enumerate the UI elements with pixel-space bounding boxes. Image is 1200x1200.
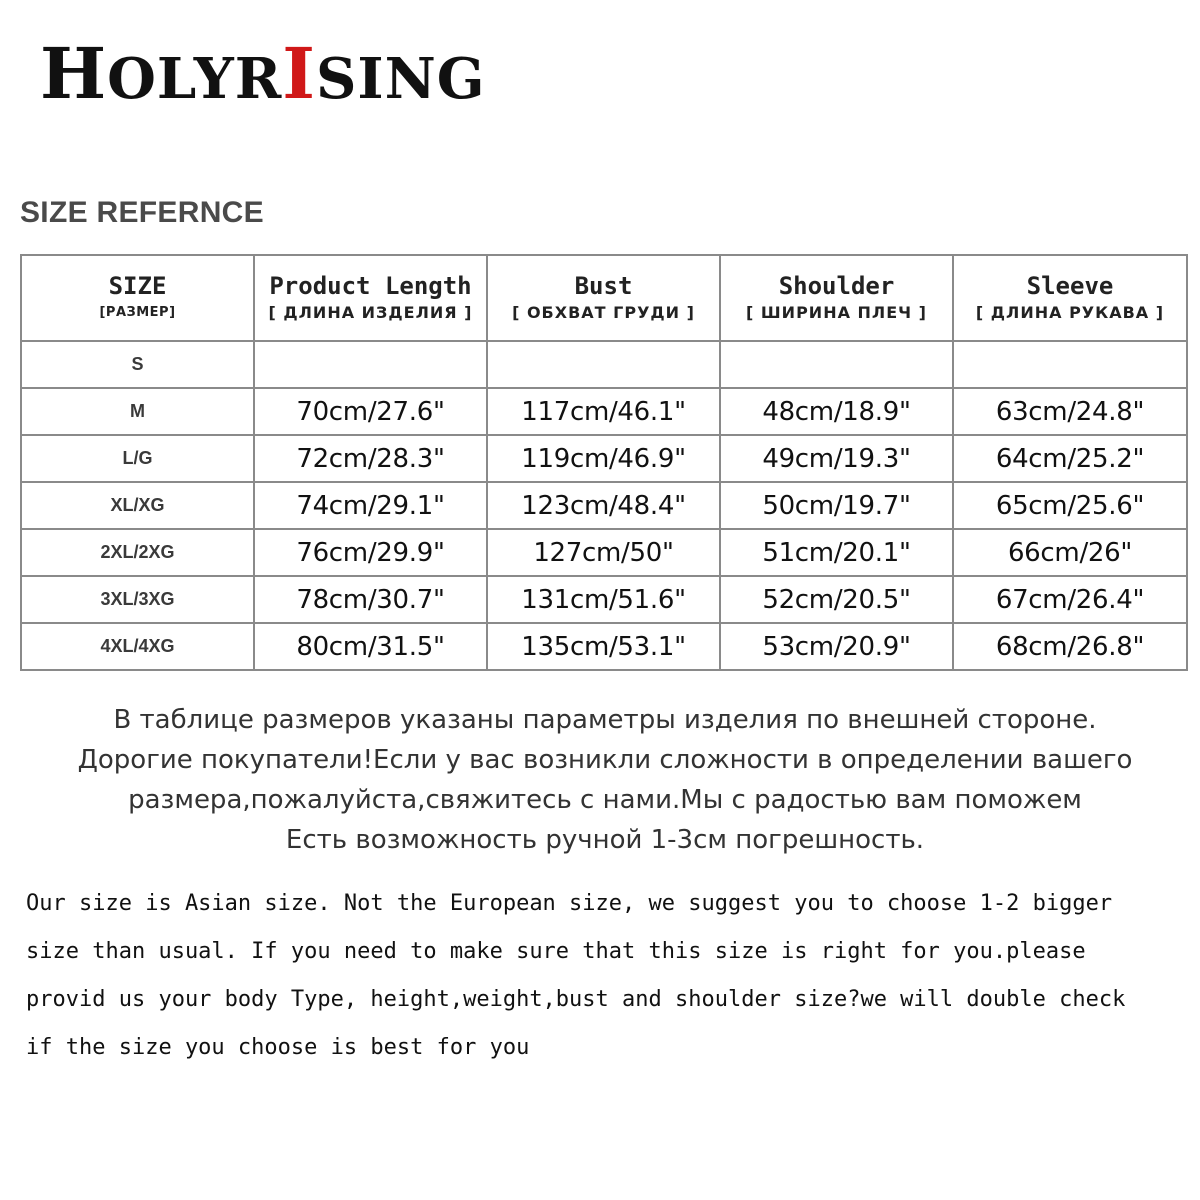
table-row <box>21 482 1187 529</box>
size-label: L/G <box>21 435 254 482</box>
table-row <box>21 576 1187 623</box>
size-label: 4XL/4XG <box>21 623 254 670</box>
header-main-label: SIZE <box>108 272 167 300</box>
size-label: S <box>21 341 254 388</box>
header-main-label: Product Length <box>269 272 472 300</box>
logo-letter-i-red: I <box>282 32 316 115</box>
size-label: M <box>21 388 254 435</box>
english-note-line: provid us your body Type, height,weight,bust and shoulder size?we will double check <box>26 987 1126 1012</box>
bust-value: 119cm/46.9" <box>487 435 720 482</box>
header-size <box>21 255 254 341</box>
header-sub-label: [ ОБХВАТ ГРУДИ ] <box>512 303 695 322</box>
logo-letters-olyr: OLYR <box>107 46 283 112</box>
header-sub-label: [ ШИРИНА ПЛЕЧ ] <box>746 303 927 322</box>
table-row <box>21 623 1187 670</box>
sleeve-value: 67cm/26.4" <box>953 576 1187 623</box>
length-value: 76cm/29.9" <box>254 529 487 576</box>
english-note-line: if the size you choose is best for you <box>26 1035 530 1060</box>
shoulder-value: 48cm/18.9" <box>720 388 953 435</box>
russian-note-line: размера,пожалуйста,свяжитесь с нами.Мы с радостью вам поможем <box>128 785 1082 815</box>
table-header-row <box>21 255 1187 341</box>
table-row <box>21 435 1187 482</box>
header-shoulder <box>720 255 953 341</box>
sleeve-value: 68cm/26.8" <box>953 623 1187 670</box>
bust-value <box>487 341 720 388</box>
bust-value: 135cm/53.1" <box>487 623 720 670</box>
table-row <box>21 388 1187 435</box>
header-sub-label: [РАЗМЕР] <box>99 305 176 320</box>
sleeve-value: 63cm/24.8" <box>953 388 1187 435</box>
brand-logo <box>40 32 486 115</box>
english-note-line: Our size is Asian size. Not the European size, we suggest you to choose 1-2 bigger <box>26 891 1113 916</box>
header-product-length <box>254 255 487 341</box>
bust-value: 123cm/48.4" <box>487 482 720 529</box>
russian-note-line: Есть возможность ручной 1-3см погрешность. <box>285 825 925 855</box>
english-note-line: size than usual. If you need to make sure that this size is right for you.please <box>26 939 1086 964</box>
size-reference-title: SIZE REFERNCE <box>20 196 264 229</box>
table-row <box>21 341 1187 388</box>
size-label: 2XL/2XG <box>21 529 254 576</box>
header-main-label: Bust <box>574 272 633 300</box>
bust-value: 117cm/46.1" <box>487 388 720 435</box>
english-notes <box>26 880 1186 1072</box>
russian-note-line: В таблице размеров указаны параметры изделия по внешней стороне. <box>113 705 1097 735</box>
shoulder-value: 51cm/20.1" <box>720 529 953 576</box>
bust-value: 127cm/50" <box>487 529 720 576</box>
length-value <box>254 341 487 388</box>
table-row <box>21 529 1187 576</box>
length-value: 80cm/31.5" <box>254 623 487 670</box>
header-main-label: Shoulder <box>778 272 895 300</box>
sleeve-value <box>953 341 1187 388</box>
logo-letters-sing: SING <box>315 46 486 112</box>
shoulder-value: 50cm/19.7" <box>720 482 953 529</box>
header-sub-label: [ ДЛИНА РУКАВА ] <box>975 303 1165 322</box>
sleeve-value: 65cm/25.6" <box>953 482 1187 529</box>
shoulder-value: 49cm/19.3" <box>720 435 953 482</box>
length-value: 74cm/29.1" <box>254 482 487 529</box>
russian-note-line: Дорогие покупатели!Если у вас возникли сложности в определении вашего <box>77 745 1133 775</box>
sleeve-value: 64cm/25.2" <box>953 435 1187 482</box>
size-table <box>20 254 1188 671</box>
size-label: XL/XG <box>21 482 254 529</box>
header-sleeve <box>953 255 1187 341</box>
size-label: 3XL/3XG <box>21 576 254 623</box>
sleeve-value: 66cm/26" <box>953 529 1187 576</box>
shoulder-value: 53cm/20.9" <box>720 623 953 670</box>
shoulder-value <box>720 341 953 388</box>
header-main-label: Sleeve <box>1026 272 1114 300</box>
length-value: 78cm/30.7" <box>254 576 487 623</box>
bust-value: 131cm/51.6" <box>487 576 720 623</box>
header-sub-label: [ ДЛИНА ИЗДЕЛИЯ ] <box>268 303 473 322</box>
length-value: 72cm/28.3" <box>254 435 487 482</box>
logo-letter-h: H <box>40 32 108 115</box>
header-bust <box>487 255 720 341</box>
length-value: 70cm/27.6" <box>254 388 487 435</box>
shoulder-value: 52cm/20.5" <box>720 576 953 623</box>
russian-notes <box>20 700 1190 860</box>
